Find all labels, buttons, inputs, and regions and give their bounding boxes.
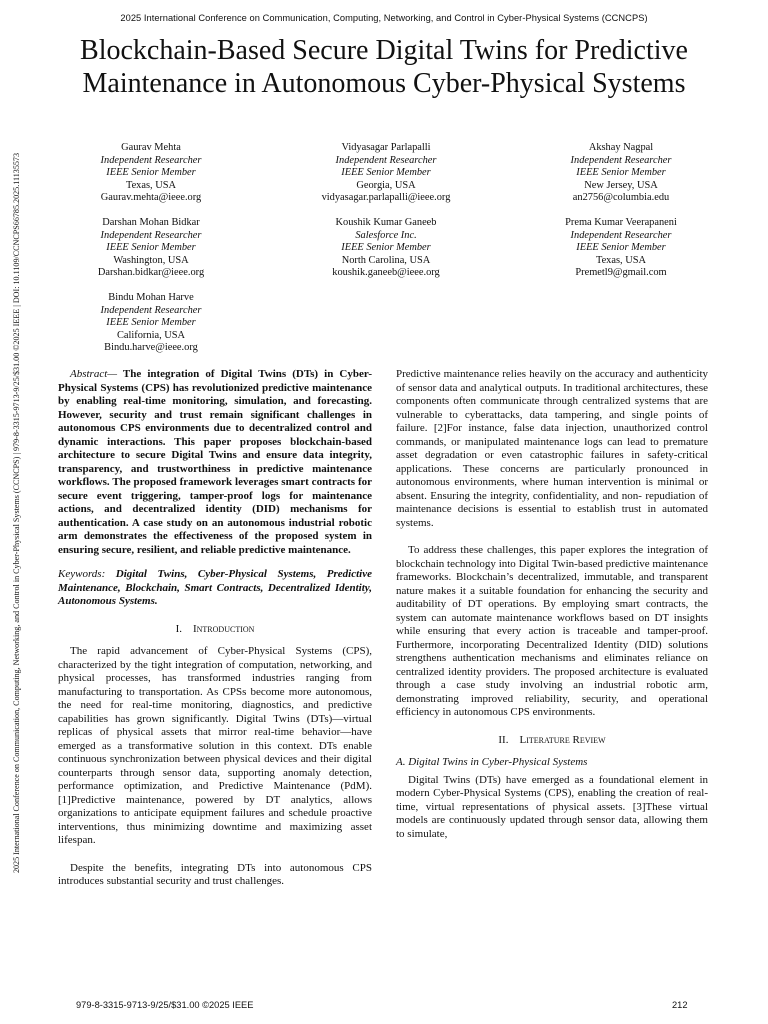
keywords-label: Keywords: (58, 568, 106, 580)
author (516, 142, 726, 205)
abstract-text: The integration of Digital Twins (DTs) in Cyber-Physical Systems (CPS) has revolutionized predictive maintenance by enabling real-time monitoring, simulation, and forecasting. However, security and trust remain significant challenges in autonomous CPS environments due to decentralized control and dynamic interactions. This paper proposes blockchain-based architecture to secure Digital Twins and ensure data integrity, transparency, and trustworthiness in predictive maintenance workflows. The proposed framework leverages smart contracts for secure event triggering, tamper-proof logs for maintenance actions, and decentralized identity (DID) mechanisms for authentication. A case study on an autonomous industrial robotic arm demonstrates the effectiveness of the proposed system in ensuring secure, resilient, and reliable predictive maintenance. (58, 368, 372, 556)
keywords-text: Digital Twins, Cyber-Physical Systems, Predictive Maintenance, Blockchain, Smart Contracts, Decentralized Identity, Autonomous Systems. (58, 568, 372, 607)
author-block (46, 142, 726, 367)
author-email[interactable]: Premetl9@gmail.com (575, 267, 667, 279)
author-email[interactable]: Gaurav.mehta@ieee.org (100, 192, 202, 204)
abstract-label: Abstract— (70, 368, 118, 380)
author-location: Texas, USA (125, 179, 177, 191)
author-name: Akshay Nagpal (588, 142, 654, 153)
section-heading (58, 623, 372, 637)
section-number: I. (175, 622, 182, 635)
abstract (58, 368, 372, 557)
author-row (46, 292, 726, 355)
author-row (46, 142, 726, 205)
paper-title: Blockchain-Based Secure Digital Twins for Predictive Maintenance in Autonomous Cyber-Physical Systems (80, 35, 688, 99)
author-location: New Jersey, USA (584, 179, 658, 191)
author-affiliation: Independent Researcher (335, 154, 437, 166)
author (46, 142, 256, 205)
author-name: Prema Kumar Veerapaneni (565, 216, 677, 228)
conference-header: 2025 International Conference on Communication, Computing, Networking, and Control in Cyber-Physical Systems (CCNCPS) (120, 13, 648, 23)
left-column (58, 368, 372, 889)
author-name: Gaurav Mehta (121, 142, 181, 153)
section-number: II. (498, 733, 509, 746)
paragraph: Digital Twins (DTs) have emerged as a foundational element in modern Cyber-Physical Systems (CPS), enabling the creation of real-time, virtual representations of physical assets. [3]These virtual models are continuously updated through sensor data, allowing them to simulate, (396, 773, 708, 840)
author-affiliation: Salesforce Inc. (355, 229, 417, 241)
author-email[interactable]: koushik.ganeeb@ieee.org (332, 267, 440, 279)
author (281, 217, 491, 280)
right-column (396, 368, 708, 841)
author (46, 292, 256, 355)
keywords (58, 568, 372, 609)
author-name: Bindu Mohan Harve (108, 291, 194, 303)
section-title: Introduction (192, 622, 255, 635)
author-name: Koushik Kumar Ganeeb (335, 216, 437, 228)
author-affiliation: Independent Researcher (100, 154, 202, 166)
author-location: California, USA (116, 329, 186, 341)
author (46, 217, 256, 280)
author-role: IEEE Senior Member (106, 242, 196, 254)
paragraph: The rapid advancement of Cyber-Physical Systems (CPS), characterized by the tight integration of computation, networking, and physical processes, has transformed industries ranging from manufacturing to transportation. As CPSs become more autonomous, the need for real-time monitoring, diagnostics, and predictive capabilities has grown significantly. Digital Twins (DTs)—virtual replicas of physical assets that mirror real-time behavior—have emerged as a transformative solution in this context. DTs enable continuous synchronization between physical devices and their digital counterparts through sensor data, supporting anomaly detection, performance optimization, and Predictive Maintenance (PdM). [1]Predictive maintenance, powered by DT analytics, allows organizations to anticipate equipment failures and schedule proactive interventions, thus minimizing downtime and maximizing asset lifespan. (58, 645, 372, 846)
author-name: Vidyasagar Parlapalli (341, 142, 431, 153)
paragraph: Despite the benefits, integrating DTs into autonomous CPS introduces substantial security and trust challenges. (58, 861, 372, 887)
page-number: 212 (672, 1000, 688, 1010)
author-role: IEEE Senior Member (106, 317, 196, 329)
section-heading (396, 734, 708, 748)
paragraph: To address these challenges, this paper explores the integration of blockchain technology into Digital Twin-based predictive maintenance frameworks. Blockchain’s decentralized, immutable, and transparent nature makes it a suitable foundation for enhancing the security and auditability of DT operations. By employing smart contracts, the system can automate maintenance workflows based on DT insights while ensuring that every action is traceable and tamper-proof. Furthermore, incorporating Decentralized Identity (DID) solutions strengthens authentication mechanisms and eliminates reliance on centralized identity providers. The proposed architecture is evaluated through a case study involving an industrial robotic arm, demonstrating improved reliability, security, and operational efficiency in autonomous CPS environments. (396, 544, 708, 718)
author-email[interactable]: vidyasagar.parlapalli@ieee.org (321, 192, 451, 204)
author-affiliation: Independent Researcher (570, 154, 672, 166)
author-email[interactable]: an2756@columbia.edu (572, 192, 670, 204)
author-affiliation: Independent Researcher (100, 229, 202, 241)
author-row (46, 217, 726, 280)
paragraph: Predictive maintenance relies heavily on the accuracy and authenticity of sensor data and analytical outputs. In traditional architectures, these components often communicate through centralized systems that are vulnerable to cyberattacks, data tampering, and single points of failure. [2]For instance, false data injection, unauthorized control commands, or manipulated maintenance logs can lead to premature asset degradation or even catastrophic failures in safety-critical applications. These concerns are particularly pronounced in autonomous environments, where human intervention is minimal or absent. Ensuring the integrity, confidentiality, and non- repudiation of maintenance decisions is essential to establish trust in automated systems. (396, 368, 708, 529)
doi-sidebar-text: 2025 International Conference on Communication, Computing, Networking, and Control in Cyber-Physical Systems (CCNCPS) | 979-8-3315-9713-9/25/$31.00 ©2025 IEEE | DOI: 10.1109/CCNCPS66785.2025.11135573 (12, 152, 21, 874)
author-location: Georgia, USA (356, 179, 416, 191)
author (516, 217, 726, 280)
author-location: Washington, USA (113, 254, 189, 266)
author-email[interactable]: Bindu.harve@ieee.org (104, 342, 198, 354)
footer-copyright: 979-8-3315-9713-9/25/$31.00 ©2025 IEEE (76, 1000, 254, 1010)
author-affiliation: Independent Researcher (100, 304, 202, 316)
author-role: IEEE Senior Member (341, 242, 431, 254)
author-role: IEEE Senior Member (106, 167, 196, 179)
author-name: Darshan Mohan Bidkar (102, 216, 200, 228)
subsection-heading: A. Digital Twins in Cyber-Physical Systems (396, 756, 588, 768)
author-location: Texas, USA (595, 254, 647, 266)
author-role: IEEE Senior Member (576, 167, 666, 179)
author-affiliation: Independent Researcher (570, 229, 672, 241)
author-role: IEEE Senior Member (341, 167, 431, 179)
author-location: North Carolina, USA (341, 254, 431, 266)
author (281, 142, 491, 205)
section-title: Literature Review (519, 733, 606, 746)
author-role: IEEE Senior Member (576, 242, 666, 254)
author-email[interactable]: Darshan.bidkar@ieee.org (97, 267, 205, 279)
doi-sidebar (9, 78, 25, 948)
